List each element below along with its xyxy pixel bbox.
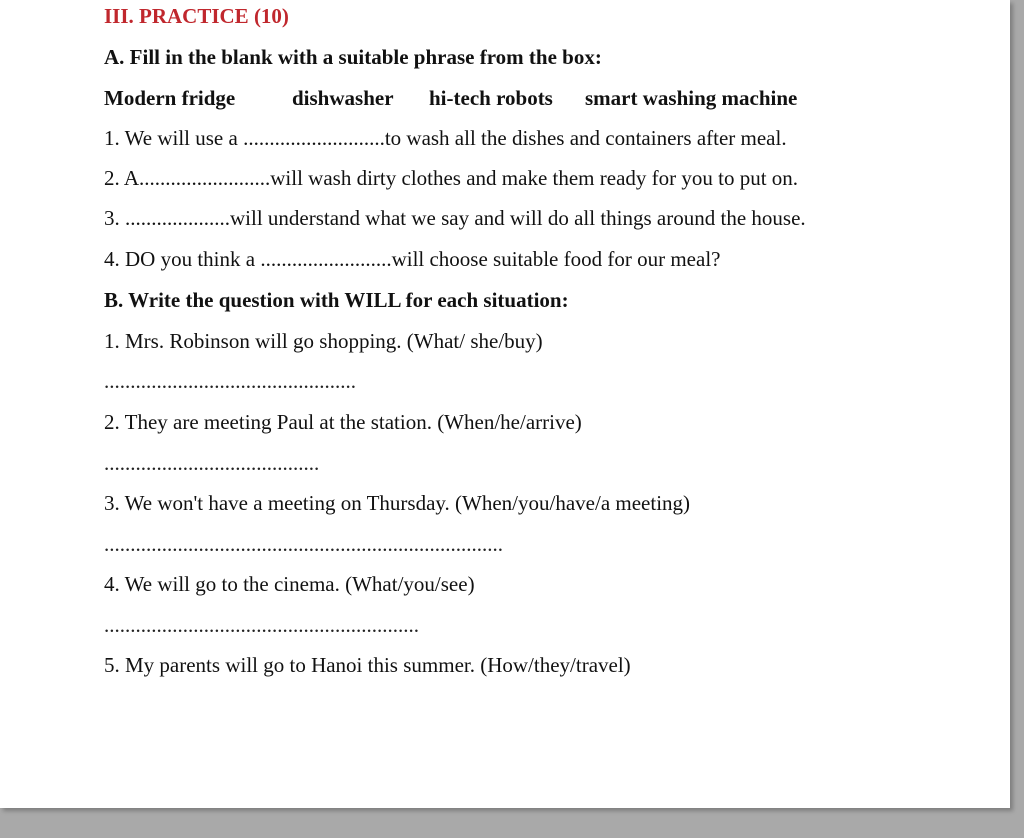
word-box-item: smart washing machine (585, 86, 798, 110)
word-box-item: dishwasher (292, 86, 394, 110)
answer-line: ................................................ (104, 369, 356, 393)
part-b-question: 5. My parents will go to Hanoi this summer. (How/they/travel) (104, 653, 631, 677)
word-box-item: Modern fridge (104, 86, 236, 110)
part-b-question: 3. We won't have a meeting on Thursday. (When/you/have/a meeting) (104, 491, 691, 515)
part-b-question: 1. Mrs. Robinson will go shopping. (What/ she/buy) (104, 329, 543, 353)
part-a-item: 4. DO you think a .........................will choose suitable food for our meal? (104, 247, 721, 271)
answer-line: ............................................................................ (104, 532, 503, 556)
answer-line: ......................................... (104, 451, 320, 475)
word-box-item: hi-tech robots (429, 86, 553, 110)
part-b-question: 2. They are meeting Paul at the station. (When/he/arrive) (104, 410, 582, 434)
part-a-item: 2. A.........................will wash dirty clothes and make them ready for you to put on. (104, 166, 799, 190)
part-b-question: 4. We will go to the cinema. (What/you/see) (104, 572, 475, 596)
part-b-heading: B. Write the question with WILL for each situation: (104, 288, 569, 312)
part-a-heading: A. Fill in the blank with a suitable phrase from the box: (104, 45, 602, 69)
answer-line: ............................................................ (104, 613, 419, 637)
section-title: III. PRACTICE (10) (104, 4, 289, 28)
part-a-item: 3. ....................will understand what we say and will do all things around the house. (104, 206, 806, 230)
part-a-item: 1. We will use a ...........................to wash all the dishes and containers after meal. (104, 126, 787, 150)
